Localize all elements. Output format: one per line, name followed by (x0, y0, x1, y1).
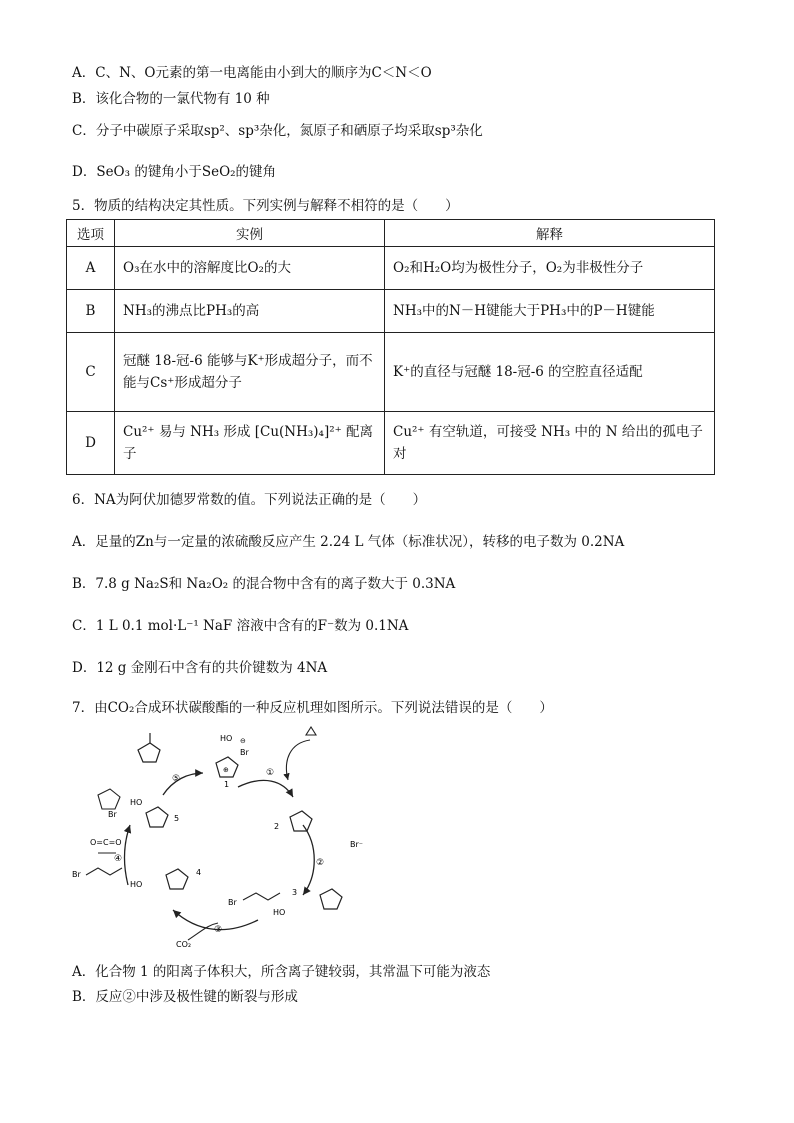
table-header-row (67, 220, 715, 247)
table-cell-explanation: Cu²⁺ 有空轨道，可接受 NH₃ 中的 N 给出的孤电子对 (385, 412, 715, 475)
bromide-label: Br⁻ (350, 840, 363, 849)
step-label: ① (266, 768, 275, 778)
co2-label: CO₂ (176, 940, 192, 949)
table-cell-option: B (67, 290, 115, 333)
hydroxyl-label: HO (273, 908, 286, 917)
table-cell-example: Cu²⁺ 易与 NH₃ 形成 [Cu(NH₃)₄]²⁺ 配离子 (115, 412, 385, 475)
q5-table (66, 219, 715, 475)
q6-option-a: A．足量的Zn与一定量的浓硫酸反应产生 2.24 L 气体（标准状况），转移的电子数为 0.2NA (72, 534, 625, 550)
bromine-label: Br (228, 898, 237, 907)
co2-label: O=C=O (90, 838, 122, 847)
q4-option-c: C．分子中碳原子采取sp²、sp³杂化，氮原子和硒原子均采取sp³杂化 (72, 123, 483, 139)
step-label: ② (316, 858, 325, 868)
compound-number: 2 (274, 822, 280, 831)
compound-5-ring (146, 807, 168, 827)
table-header: 选项 (67, 220, 115, 247)
q4-option-a: A．C、N、O元素的第一电离能由小到大的顺序为C＜N＜O (72, 65, 432, 81)
bromine-label: Br (108, 810, 117, 819)
compound-number: 5 (174, 814, 180, 823)
bromide-label: Br (240, 748, 249, 757)
table-row (67, 247, 715, 290)
q4-option-d: D．SeO₃ 的键角小于SeO₂的键角 (72, 164, 277, 180)
step-label: ③ (214, 925, 223, 935)
table-row (67, 290, 715, 333)
reaction-mechanism-diagram (68, 725, 438, 961)
q6-option-d: D．12 g 金刚石中含有的共价键数为 4NA (72, 660, 328, 676)
table-cell-explanation: O₂和H₂O均为极性分子，O₂为非极性分子 (385, 247, 715, 290)
table-cell-explanation: NH₃中的N－H键能大于PH₃中的P－H键能 (385, 290, 715, 333)
bromoalkoxide-chain (243, 893, 280, 900)
charge-minus-icon: ⊖ (240, 737, 246, 745)
q7-stem: 7．由CO₂合成环状碳酸酯的一种反应机理如图所示。下列说法错误的是（ ） (72, 700, 553, 716)
product-carbonate-ring (138, 743, 160, 762)
table-cell-example: O₃在水中的溶解度比O₂的大 (115, 247, 385, 290)
feed-arrow (286, 740, 310, 780)
compound-number: 4 (196, 868, 202, 877)
step-label: ④ (114, 854, 123, 864)
q5-stem: 5．物质的结构决定其性质。下列实例与解释不相符的是（ ） (72, 198, 459, 214)
table-header: 解释 (385, 220, 715, 247)
q6-option-b: B．7.8 g Na₂S和 Na₂O₂ 的混合物中含有的离子数大于 0.3NA (72, 576, 456, 592)
q6-stem: 6．NA为阿伏加德罗常数的值。下列说法正确的是（ ） (72, 492, 427, 508)
table-cell-option: A (67, 247, 115, 290)
cycle-arrow (163, 773, 203, 795)
q6-option-c: C．1 L 0.1 mol·L⁻¹ NaF 溶液中含有的F⁻数为 0.1NA (72, 618, 409, 634)
table-cell-option: D (67, 412, 115, 475)
compound-2-ring (290, 811, 312, 831)
cycle-arrow (238, 780, 293, 797)
table-header: 实例 (115, 220, 385, 247)
table-row (67, 333, 715, 412)
bromine-label: Br (72, 870, 81, 879)
hydroxyl-label: HO (130, 880, 143, 889)
epoxide-ring (306, 727, 316, 735)
compound-number: 1 (224, 780, 230, 789)
table-cell-example: NH₃的沸点比PH₃的高 (115, 290, 385, 333)
step-label: ⑤ (172, 774, 181, 784)
q7-option-a: A．化合物 1 的阳离子体积大，所含离子键较弱，其常温下可能为液态 (72, 964, 491, 980)
charge-plus-icon: ⊕ (223, 766, 229, 774)
compound-number: 3 (292, 888, 298, 897)
q7-option-b: B．反应②中涉及极性键的断裂与形成 (72, 989, 298, 1005)
q4-option-b: B．该化合物的一氯代物有 10 种 (72, 91, 270, 107)
carbonate-ring-5 (98, 789, 120, 809)
table-cell-example: 冠醚 18-冠-6 能够与K⁺形成超分子，而不能与Cs⁺形成超分子 (115, 333, 385, 412)
hydroxyl-label: HO (220, 734, 233, 743)
compound-4-ring (166, 869, 188, 889)
table-row (67, 412, 715, 475)
table-cell-explanation: K⁺的直径与冠醚 18-冠-6 的空腔直径适配 (385, 333, 715, 412)
compound-3-ring (320, 889, 342, 909)
cycle-arrow (124, 825, 130, 885)
table-cell-option: C (67, 333, 115, 412)
bromo-carbonate-chain (86, 868, 122, 875)
cycle-arrow (303, 825, 314, 895)
hydroxyl-label: HO (130, 798, 143, 807)
